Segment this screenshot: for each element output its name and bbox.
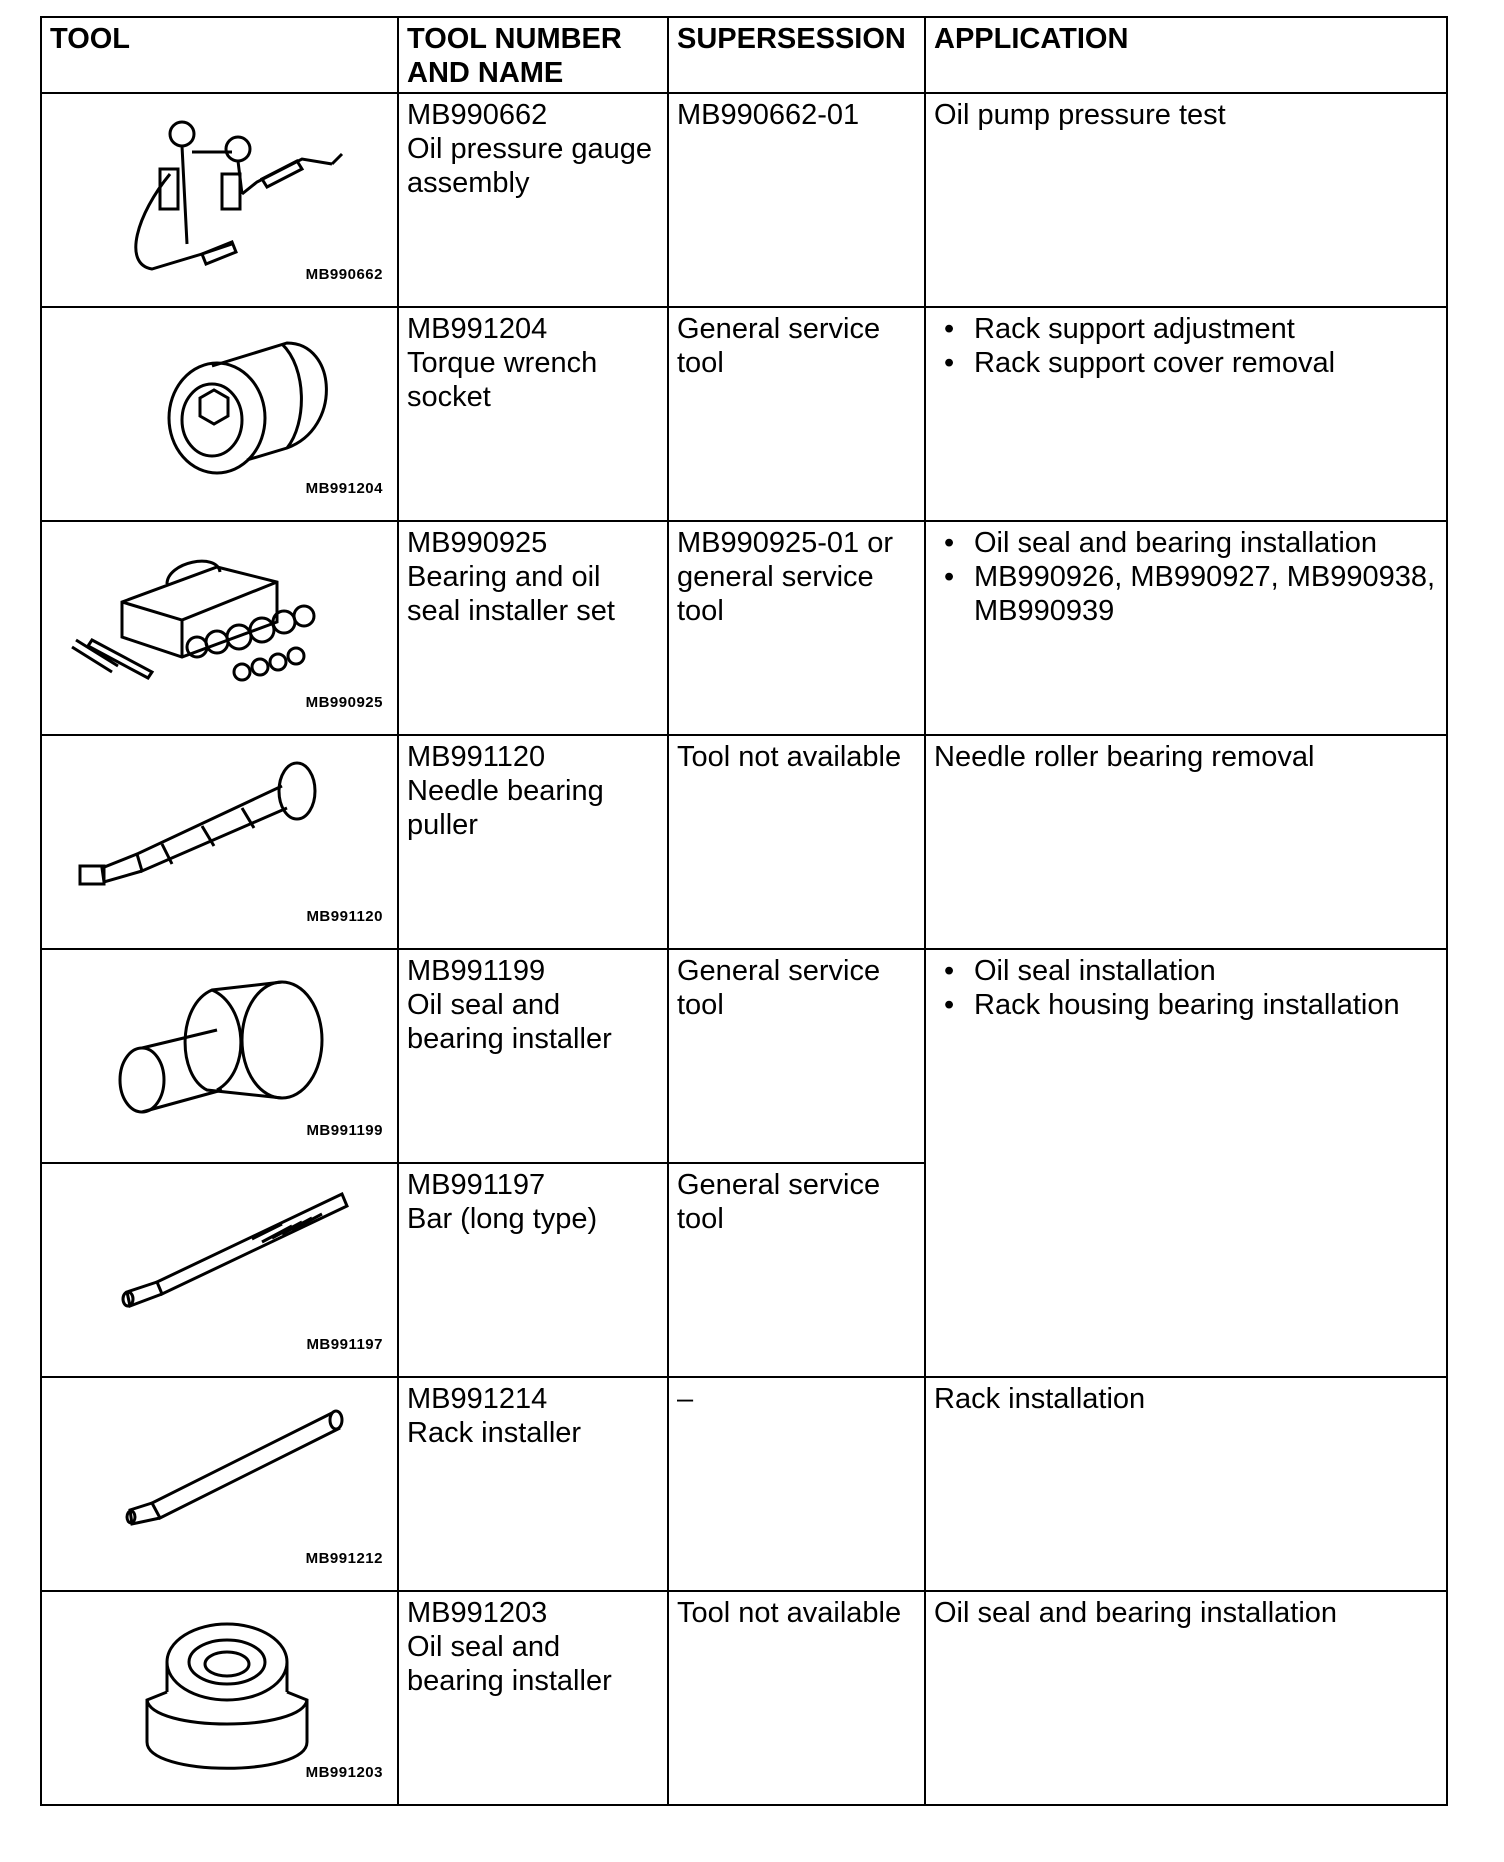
tool-number-name-cell <box>398 949 668 1163</box>
illustration-part-number: MB990925 <box>305 694 383 711</box>
supersession-cell: General service tool <box>668 307 925 521</box>
table-row <box>41 735 1447 949</box>
tool-number: MB990662 <box>407 99 548 131</box>
tool-illustration-cell <box>41 521 398 735</box>
tool-name: Bearing and oil seal installer set <box>407 561 615 627</box>
tool-name: Torque wrench socket <box>407 347 598 413</box>
tool-illustration-cell <box>41 307 398 521</box>
tool-illustration-cell <box>41 1591 398 1805</box>
application-cell: Oil seal and bearing installation <box>925 1591 1447 1805</box>
illustration-part-number: MB991199 <box>306 1122 383 1139</box>
tool-name: Bar (long type) <box>407 1203 598 1235</box>
illustration-part-number: MB990662 <box>305 266 383 283</box>
tool-number: MB991203 <box>407 1597 548 1629</box>
application-item: • MB990926, MB990927, MB990938, MB990939 <box>934 560 1438 628</box>
tool-name: Needle bearing puller <box>407 775 604 841</box>
tool-name: Oil seal and bearing installer <box>407 989 612 1055</box>
table-row <box>41 307 1447 521</box>
tool-number-name-cell <box>398 1591 668 1805</box>
tool-number-name-cell <box>398 93 668 307</box>
tool-name: Oil seal and bearing installer <box>407 1631 612 1697</box>
supersession-cell: MB990662-01 <box>668 93 925 307</box>
tool-number: MB991199 <box>407 955 546 987</box>
tool-illustration-cell <box>41 1377 398 1591</box>
application-item: • Rack support adjustment <box>934 312 1438 346</box>
tool-number-name-cell <box>398 1163 668 1377</box>
supersession-cell: General service tool <box>668 1163 925 1377</box>
tool-number-name-cell <box>398 307 668 521</box>
tool-number-name-cell <box>398 735 668 949</box>
application-item: • Oil seal and bearing installation <box>934 526 1438 560</box>
supersession-cell: Tool not available <box>668 1591 925 1805</box>
supersession-cell: Tool not available <box>668 735 925 949</box>
header-tool: TOOL <box>41 17 398 93</box>
header-row <box>41 17 1447 93</box>
table-row <box>41 521 1447 735</box>
tool-number: MB991214 <box>407 1383 548 1415</box>
illustration-part-number: MB991204 <box>305 480 383 497</box>
supersession-cell: MB990925-01 or general service tool <box>668 521 925 735</box>
table-row <box>41 949 1447 1163</box>
illustration-part-number: MB991203 <box>305 1764 383 1781</box>
illustration-part-number: MB991197 <box>306 1336 383 1353</box>
application-item: • Rack housing bearing installation <box>934 988 1438 1022</box>
table-row <box>41 93 1447 307</box>
supersession-cell: – <box>668 1377 925 1591</box>
illustration-part-number: MB991212 <box>305 1550 383 1567</box>
tool-illustration-cell <box>41 93 398 307</box>
tool-number: MB990925 <box>407 527 548 559</box>
tool-number-name-cell <box>398 1377 668 1591</box>
application-list <box>934 312 1438 380</box>
header-tool-number-name: TOOL NUMBER AND NAME <box>398 17 668 93</box>
tool-illustration-cell <box>41 1163 398 1377</box>
application-cell <box>925 521 1447 735</box>
tool-illustration-cell <box>41 735 398 949</box>
header-application: APPLICATION <box>925 17 1447 93</box>
tool-number: MB991120 <box>407 741 546 773</box>
tool-name: Oil pressure gauge assembly <box>407 133 653 199</box>
table-row <box>41 1377 1447 1591</box>
tool-number: MB991204 <box>407 313 548 345</box>
application-cell: Rack installation <box>925 1377 1447 1591</box>
header-supersession: SUPERSESSION <box>668 17 925 93</box>
application-cell <box>925 307 1447 521</box>
table-row <box>41 1591 1447 1805</box>
application-cell: Oil pump pressure test <box>925 93 1447 307</box>
special-tools-table <box>40 16 1448 1806</box>
application-item: • Rack support cover removal <box>934 346 1438 380</box>
application-cell <box>925 949 1447 1377</box>
application-list <box>934 526 1438 628</box>
tool-name: Rack installer <box>407 1417 582 1449</box>
tool-number-name-cell <box>398 521 668 735</box>
application-item: • Oil seal installation <box>934 954 1438 988</box>
application-cell: Needle roller bearing removal <box>925 735 1447 949</box>
tool-illustration-cell <box>41 949 398 1163</box>
illustration-part-number: MB991120 <box>306 908 383 925</box>
tool-number: MB991197 <box>407 1169 546 1201</box>
supersession-cell: General service tool <box>668 949 925 1163</box>
application-list <box>934 954 1438 1022</box>
